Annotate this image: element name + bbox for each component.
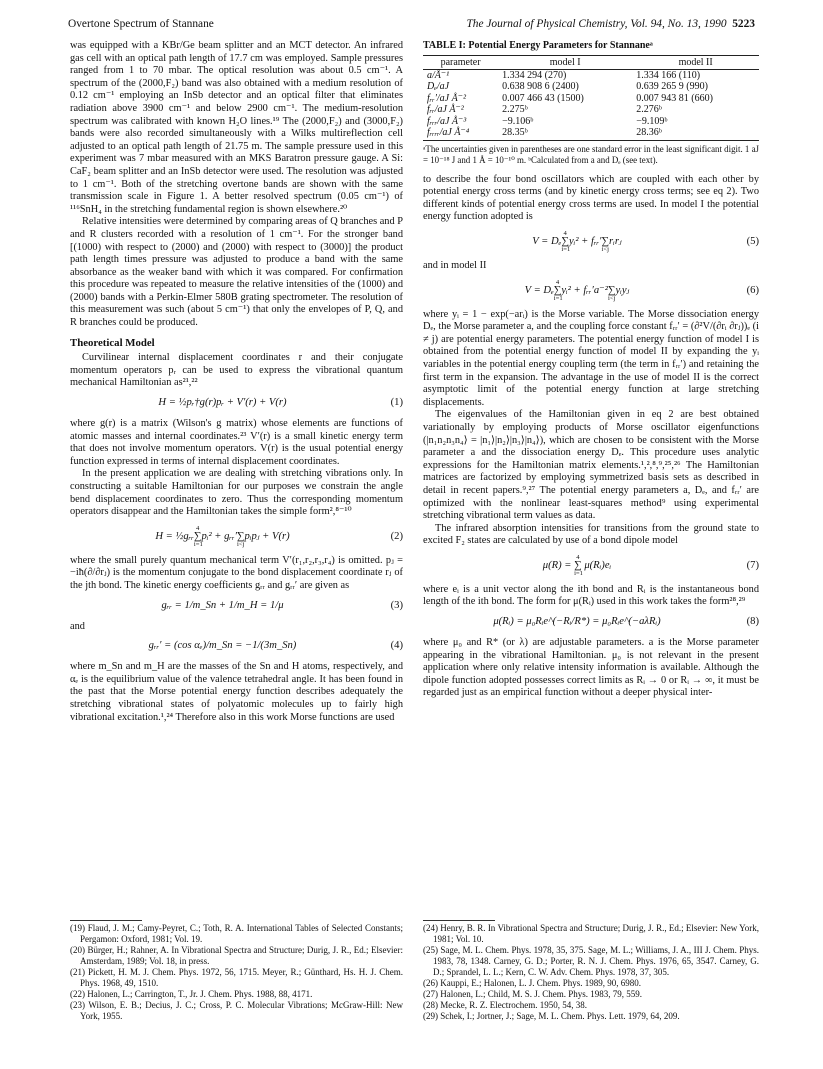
running-head-title: Overtone Spectrum of Stannane xyxy=(68,18,214,30)
table-cell: 0.638 908 6 (2400) xyxy=(502,81,579,93)
paragraph: and xyxy=(70,620,85,632)
paragraph: Relative intensities were determined by comparing areas of Q branches and P and R clusters recorded with a resolution of 1 cm⁻¹. For the stronger band [(1000) with respect to (2000) and (2000) with respect to (3000)] the product path length times pressure was adjusted to produce a band with the same absorbance as the weaker band with which it was compared. For confirmation this procedure was repeated to measure the relative intensities of the (1000) and (2000) bands with a Perkin-Elmer 580B grating spectrometer. The resolution of this measurement was such (about 5 cm⁻¹) that only the envelopes of P, Q, and R branches could be produced. xyxy=(70,216,403,329)
table-cell: fᵣᵣᵣ/aJ Å⁻³ xyxy=(427,115,467,127)
equation-7 xyxy=(423,551,759,581)
table-cell: 1.334 294 (270) xyxy=(502,70,567,81)
running-head-journal xyxy=(466,18,755,30)
paragraph: where the small purely quantum mechanical term V′(r₁,r₂,r₃,r₄) is omitted. pⱼ = −iħ(∂/∂rⱼ) is the momentum conjugate to the bond displacement coordinate rⱼ of the jth bond. The kinetic energy coefficients gᵣᵣ and gᵣᵣ′ are given as xyxy=(70,554,403,591)
section-heading: Theoretical Model xyxy=(70,336,155,349)
equation-body: V = Dₑ 4 ∑ i=1 yᵢ² + fᵣᵣ′a⁻²∑ i<j yᵢyⱼ xyxy=(524,278,630,302)
parameter-table xyxy=(423,55,759,142)
sum-symbol: 4 ∑ i=1 xyxy=(193,524,203,548)
table-row xyxy=(423,104,759,115)
table-row xyxy=(423,127,759,141)
footnote: (23) Wilson, E. B.; Decius, J. C.; Cross, P. C. Molecular Vibrations; McGraw-Hill: New York, 1955. xyxy=(70,1000,403,1021)
footnote: (25) Sage, M. L. Chem. Phys. 1978, 35, 375. Sage, M. L.; Williams, J. A., III J. Chem. Phys. 1983, 78, 1348. Carney, G. D.; Porter, R. N. J. Chem. Phys. 1976, 65, 3547. Carney, G. D.; Sprandel, L. L.; Kern, C. W. Adv. Chem. Phys. 1978, 37, 305. xyxy=(423,945,759,977)
right-column xyxy=(423,40,759,700)
paragraph: The infrared absorption intensities for transitions from the ground state to excited F₂ states are calculated by use of a bond dipole model xyxy=(423,522,759,547)
paragraph: where eᵢ is a unit vector along the ith bond and Rᵢ is the instantaneous bond length of the ith bond. The form for μ(Rᵢ) used in this work takes the form²⁸,²⁹ xyxy=(423,583,759,608)
paragraph: and in model II xyxy=(423,260,487,271)
equation-number: (5) xyxy=(746,236,759,247)
table-row xyxy=(423,70,759,82)
paragraph: The eigenvalues of the Hamiltonian given in eq 2 are best obtained variationally by employing products of Morse oscillator eigenfunctions (|n₁n₂n₃n₄⟩ = |n₁⟩|n₂⟩|n₃⟩|n₄⟩), which are chosen to be consistent with the Morse parameter a and the dissociation energy Dₑ. This procedure uses analytic expressions for the Hamiltonian matrix elements.¹,²,⁸,⁹,²⁵,²⁶ The Hamiltonian matrices are factorized by employing symmetrized basis sets as described in detail in recent papers.⁹,²⁷ The potential energy parameters a, Dₑ, and fᵣᵣ′ are optimized with the nonlinear least-squares method⁹ using experimental stretching vibrational term values as data. xyxy=(423,409,759,522)
table-cell: 2.275ᵇ xyxy=(502,104,528,116)
equation-body: μ(Rᵢ) = μ₀Rᵢe^(−Rᵢ/R*) = μ₀Rᵢe^(−aλRᵢ) xyxy=(493,616,661,628)
footnote: (28) Mecke, R. Z. Electrochem. 1950, 54, 38. xyxy=(423,1000,587,1010)
paragraph: Curvilinear internal displacement coordinates r and their conjugate momentum operators pᵣ can be used to express the vibrational quantum mechanical Hamiltonian as²¹,²² xyxy=(70,352,403,389)
equation-body: H = ½gᵣᵣ 4 ∑ i=1 pᵢ² + gᵣᵣ′∑ i<j pᵢpⱼ + V(r) xyxy=(155,524,290,548)
footnote: (21) Pickett, H. M. J. Chem. Phys. 1972, 56, 1715. Meyer, R.; Günthard, Hs. H. J. Chem. Phys. 1968, 49, 1510. xyxy=(70,967,403,988)
equation-body: μ(R) = 4 ∑ i=1 μ(Rᵢ)eᵢ xyxy=(542,553,612,577)
paragraph: where μ₀ and R* (or λ) are adjustable parameters. a is the Morse parameter appearing in the vibrational Hamiltonian. μ₀ is not relevant in the present application where only relative intensity information is available. Although the dipole function adopted possesses correct limits as Rᵢ → 0 or Rᵢ → ∞, it must be regarded just as an empirical function without a deeper physical inter- xyxy=(423,637,759,699)
table-row xyxy=(423,93,759,104)
equation-number: (8) xyxy=(746,616,759,628)
table-cell: 0.007 943 81 (660) xyxy=(636,92,713,104)
table-cell: 28.36ᵇ xyxy=(632,127,759,141)
journal-citation: The Journal of Physical Chemistry, Vol. 94, No. 13, 1990 xyxy=(466,18,727,30)
paragraph: where yᵢ = 1 − exp(−arᵢ) is the Morse variable. The Morse dissociation energy Dₑ, the Morse parameter a, and the coupling force constant fᵣᵣ′ = (∂²V/(∂rᵢ ∂rⱼ))ₑ (i ≠ j) are potential energy parameters. The potential energy function of model I is obtained from the potential energy function of model II by expanding the yᵢ variables in the potential energy coupling term (the term in fᵣᵣ′) and retaining the first term in the expansion. The advantage in the use of model II is the correct asymptotic limit of the potential energy function at large stretching displacements. xyxy=(423,308,759,408)
footnote-rule xyxy=(70,920,142,921)
paragraph: was equipped with a KBr/Ge beam splitter and an MCT detector. An infrared gas cell with an optical path length of 17.7 cm was employed. Sample pressures ranged from 1 to 70 mbar. The optical resolution was about 0.5 cm⁻¹. A spectrum of the (2000,F₂) band was also obtained with a medium resolution of 0.12 cm⁻¹ employing an InSb detector and an optical filter that eliminates radiation above 3900 cm⁻¹ and below 2900 cm⁻¹. The medium-resolution spectrum was calibrated with known H₂O lines.¹⁹ The (2000,F₂) and (3000,F₂) bands were also recorded simultaneously with a Wilks multireflection cell adjusted to an optical path length of 21.75 m. The sample pressure used in this experiment was 7 mbar measured with an MKS Baratron pressure gauge. A Si: CaF₂ beam splitter and an InSb detector were used. The resolution was adjusted to 1 cm⁻¹. Both of the stretching overtone bands are shown with the same transmission scale in Figure 1. A better resolved spectrum (0.05 cm⁻¹) of ¹¹⁶SnH₄ in the stretching fundamental region is shown elsewhere.²⁰ xyxy=(70,40,403,215)
table-cell: 2.276ᵇ xyxy=(636,104,662,116)
table-cell: fᵣᵣ/aJ Å⁻² xyxy=(427,104,464,116)
equation-number: (1) xyxy=(390,397,403,409)
table-cell: fᵣᵣᵣᵣ/aJ Å⁻⁴ xyxy=(423,127,498,141)
table-row xyxy=(423,116,759,127)
paragraph: where m_Sn and m_H are the masses of the Sn and H atoms, respectively, and αₑ is the equilibrium value of the valence tetrahedral angle. It has been found in the past that the Morse potential energy function describes adequately the stretching vibrational states of polyatomic molecules up to fairly high vibrational excitation.¹,²⁴ Therefore also in this work Morse functions are used xyxy=(70,661,403,723)
table-title: TABLE I: Potential Energy Parameters for Stannaneᵃ xyxy=(423,40,653,51)
table-footnote: ᵃThe uncertainties given in parentheses are one standard error in the least significant digit. 1 aJ = 10⁻¹⁸ J and 1 Å = 10⁻¹⁰ m. ᵇCalculated from a and Dₑ (see text). xyxy=(423,144,759,166)
equation-body: H = ½pᵣ†g(r)pᵣ + V′(r) + V(r) xyxy=(158,397,287,409)
equation-number: (2) xyxy=(390,530,403,542)
sum-symbol: 4 ∑ i=1 xyxy=(574,553,583,577)
table-header: model I xyxy=(498,55,632,69)
equation-5 xyxy=(423,227,759,257)
paragraph: In the present application we are dealing with stretching vibrations only. In constructing a suitable Hamiltonian for our purposes we constrain the angle bend displacement coordinates to zero. Thus the corresponding momentum operators disappear and the Hamiltonian takes the simple form²,⁸⁻¹⁰ xyxy=(70,468,403,518)
table-cell: 0.639 265 9 (990) xyxy=(636,81,708,93)
paragraph: where g(r) is a matrix (Wilson's g matrix) whose elements are functions of atomic masses and internal coordinates.²³ V′(r) is a small kinetic energy term that does not involve momentum operators. V(r) is the usual potential energy function expressed in terms of internal displacement coordinates. xyxy=(70,418,403,467)
footnote-rule xyxy=(423,920,495,921)
footnotes-right xyxy=(423,920,759,1022)
sum-symbol: 4 ∑ i=1 xyxy=(561,230,571,253)
equation-8 xyxy=(423,612,759,634)
equation-4 xyxy=(70,636,403,658)
equation-body: gᵣᵣ = 1/m_Sn + 1/m_H = 1/μ xyxy=(161,599,284,611)
footnote: (22) Halonen, L.; Carrington, T., Jr. J. Chem. Phys. 1988, 88, 4171. xyxy=(70,989,313,999)
footnote: (20) Bürger, H.; Rahner, A. In Vibrational Spectra and Structure; Durig, J. R., Ed.; Elsevier: Amsterdam, 1989; Vol. 18, in press. xyxy=(70,945,403,966)
sum-symbol: 4 ∑ i=1 xyxy=(553,278,563,302)
paragraph: to describe the four bond oscillators which are coupled with each other by potential energy cross terms (and by kinetic energy cross terms; see eq 2). Two different kinds of potential energy cross terms are used. In model I the potential energy function adopted is xyxy=(423,173,759,223)
table-cell: −9.106ᵇ xyxy=(502,115,534,127)
table-header-row xyxy=(423,55,759,69)
sum-symbol: ∑ i<j xyxy=(601,236,610,253)
equation-1 xyxy=(70,393,403,415)
table-cell: 28.35ᵇ xyxy=(498,127,632,141)
footnote: (24) Henry, B. R. In Vibrational Spectra and Structure; Durig, J. R., Ed.; Elsevier: New York, 1981; Vol. 10. xyxy=(423,923,759,944)
table-cell: 1.334 166 (110) xyxy=(636,70,701,81)
table-header: parameter xyxy=(423,55,498,69)
equation-6 xyxy=(423,276,759,306)
footnote: (26) Kauppi, E.; Halonen, L. J. Chem. Phys. 1989, 90, 6980. xyxy=(423,978,641,988)
table-cell: 0.007 466 43 (1500) xyxy=(502,92,584,104)
equation-number: (7) xyxy=(746,559,759,571)
footnote: (19) Flaud, J. M.; Camy-Peyret, C.; Toth, R. A. International Tables of Selected Constants; Pergamon: Oxford, 1981; Vol. 19. xyxy=(70,923,403,944)
equation-2 xyxy=(70,522,403,552)
equation-number: (3) xyxy=(390,599,403,611)
table-row xyxy=(423,81,759,92)
table-cell: −9.109ᵇ xyxy=(636,115,668,127)
table-cell: fᵣᵣ′/aJ Å⁻² xyxy=(427,92,466,104)
table-cell: Dₑ/aJ xyxy=(427,81,450,93)
equation-number: (6) xyxy=(746,284,759,296)
running-head xyxy=(68,18,755,34)
sum-symbol: ∑ i<j xyxy=(607,284,616,302)
table-header: model II xyxy=(632,55,759,69)
equation-body: V = Dₑ 4 ∑ i=1 yᵢ² + fᵣᵣ′∑ i<j rᵢrⱼ xyxy=(532,230,622,253)
table-cell: a/Å⁻¹ xyxy=(427,70,450,81)
equation-body: gᵣᵣ′ = (cos αₑ)/m_Sn = −1/(3m_Sn) xyxy=(148,640,297,652)
page-number: 5223 xyxy=(732,18,755,30)
left-column xyxy=(70,40,403,724)
footnote: (29) Schek, I.; Jortner, J.; Sage, M. L. Chem. Phys. Lett. 1979, 64, 209. xyxy=(423,1011,680,1021)
equation-3 xyxy=(70,596,403,618)
equation-number: (4) xyxy=(390,640,403,652)
footnote: (27) Halonen, L.; Child, M. S. J. Chem. Phys. 1983, 79, 559. xyxy=(423,989,643,999)
footnotes-left xyxy=(70,920,403,1022)
sum-symbol: ∑ i<j xyxy=(236,530,245,548)
